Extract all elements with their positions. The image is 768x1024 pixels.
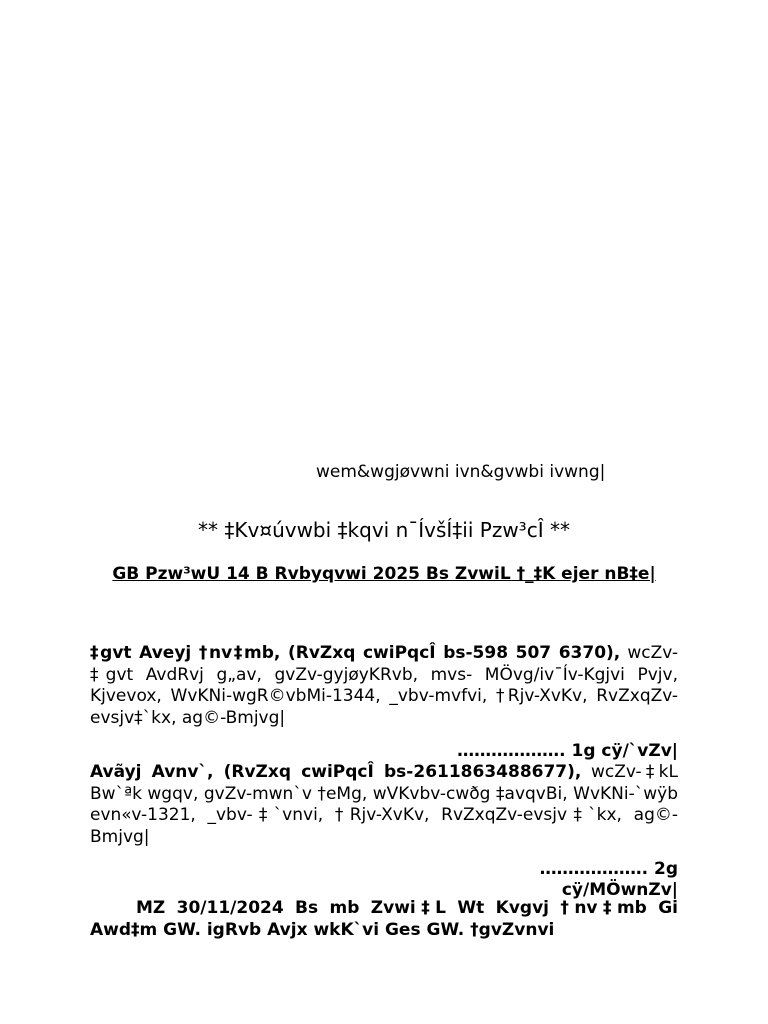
first-party-name: ‡gvt Aveyj †nv‡mb, (RvZxq cwiPqcÎ bs-598 507 6370),	[90, 643, 621, 663]
first-party-details: wcZv-‡gvt AvdRvj g„av, gvZv-gyjøyKRvb, mvs- MÖvg/iv¯Ív-Kgjvi Pvjv, Kjvevox, WvKNi-wgR©vbMi-1344, _vbv-mvfvi, †Rjv-XvKv, RvZxqZv-evsjv‡`kx, ag©-Bmjvg|	[90, 643, 678, 728]
first-party-paragraph	[90, 643, 678, 729]
document-title: ** ‡Kv¤úvwbi ‡kqvi n¯ÍvšÍ‡ii Pzw³cÎ **	[198, 518, 570, 542]
subject-line: GB Pzw³wU 14 B Rvbyqvwi 2025 Bs ZvwiL †_‡K ejer nB‡e|	[112, 564, 656, 584]
closing-paragraph: MZ 30/11/2024 Bs mb Zvwi‡L Wt Kvgvj †nv‡mb Gi Awd‡m GW. igRvb Avjx wkK`vi Ges GW. †gvZvnvi	[90, 898, 678, 940]
first-party-role: ………………. 1g cÿ/`vZv|	[457, 741, 678, 761]
second-party-name: Avãyj Avnv`, (RvZxq cwiPqcÎ bs-2611863488677),	[90, 762, 582, 782]
second-party-details: wcZv-‡kL Bw`ªk wgqv, gvZv-mwn`v †eMg, wVKvbv-cwðg ‡avqvBi, WvKNi-`wÿb evn«v-1321, _vbv-‡`vnvi, †Rjv-XvKv, RvZxqZv-evsjv‡`kx, ag©-Bmjvg|	[90, 762, 678, 847]
second-party-role-number: ………………. 2g	[539, 859, 678, 879]
second-party-paragraph	[90, 762, 678, 848]
second-party-role-label: cÿ/MÖwnZv|	[561, 880, 678, 900]
header-line: wem&wgjøvwni ivn&gvwbi ivwng|	[316, 462, 606, 482]
